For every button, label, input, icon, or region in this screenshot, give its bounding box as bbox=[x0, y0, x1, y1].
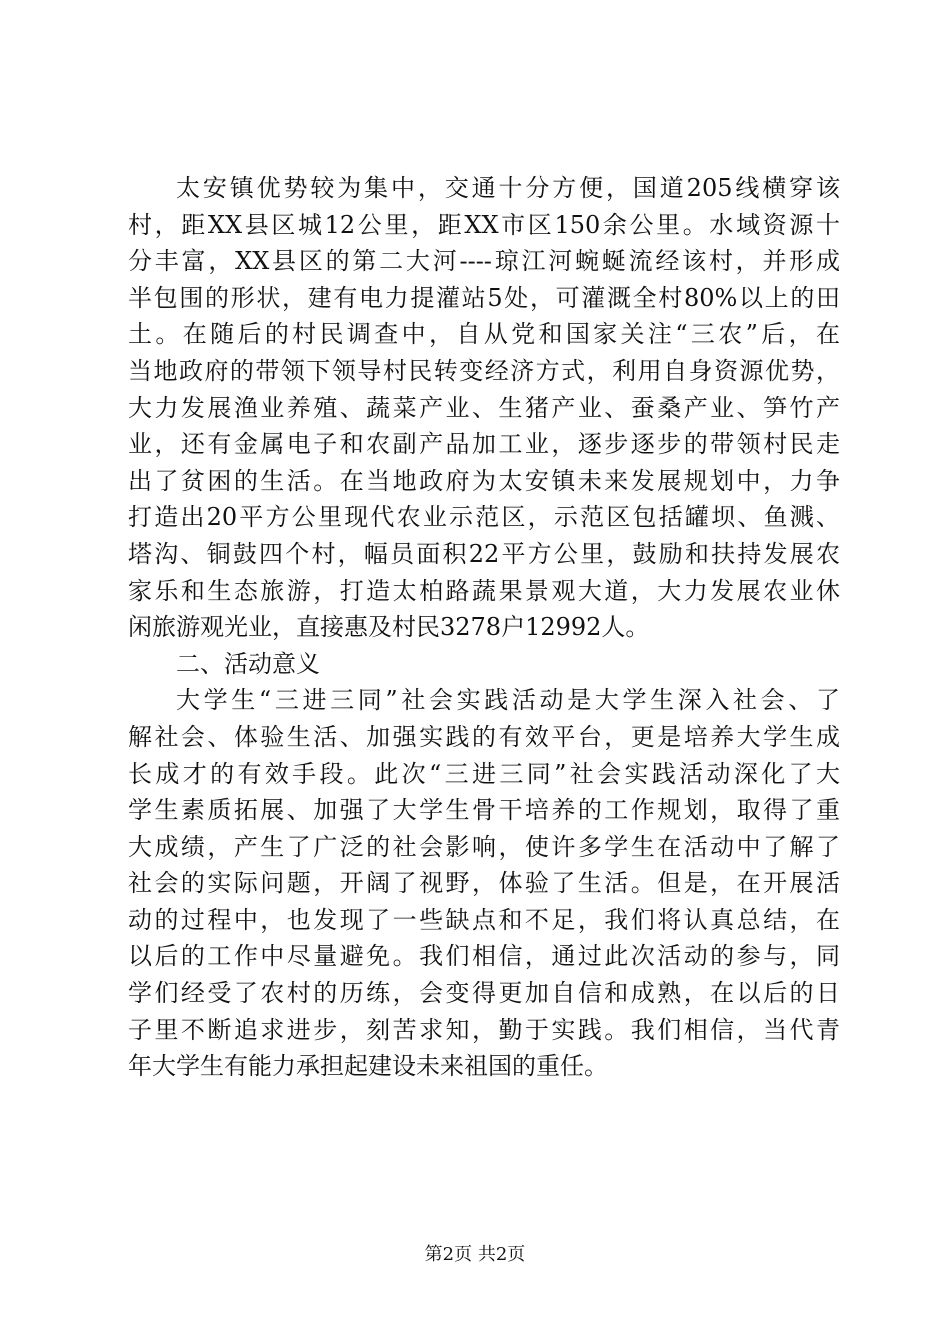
text-line: 家乐和生态旅游，打造太柏路蔬果景观大道，大力发展农业休 bbox=[128, 576, 840, 605]
text-line: 以后的工作中尽量避免。我们相信，通过此次活动的参与，同 bbox=[128, 942, 840, 971]
text-line: 年大学生有能力承担起建设未来祖国的重任。 bbox=[128, 1052, 608, 1081]
text-line: 学们经受了农村的历练，会变得更加自信和成熟，在以后的日 bbox=[128, 979, 840, 1008]
text-line: 大力发展渔业养殖、蔬菜产业、生猪产业、蚕桑产业、笋竹产 bbox=[128, 393, 840, 422]
text-line: 分丰富，XX县区的第二大河----琼江河蜿蜒流经该村，并形成 bbox=[128, 247, 840, 276]
text-line: 出了贫困的生活。在当地政府为太安镇未来发展规划中，力争 bbox=[128, 466, 840, 495]
text-line: 子里不断追求进步，刻苦求知，勤于实践。我们相信，当代青 bbox=[128, 1015, 840, 1044]
paragraph-village-overview bbox=[128, 170, 840, 646]
document-body bbox=[128, 170, 840, 1085]
text-line: 业，还有金属电子和农副产品加工业，逐步逐步的带领村民走 bbox=[128, 430, 840, 459]
text-line: 闲旅游观光业，直接惠及村民3278户12992人。 bbox=[128, 613, 650, 642]
text-line: 打造出20平方公里现代农业示范区，示范区包括罐坝、鱼溅、 bbox=[128, 503, 840, 532]
text-line: 动的过程中，也发现了一些缺点和不足，我们将认真总结，在 bbox=[128, 905, 840, 934]
page-number-footer: 第2页 共2页 bbox=[424, 1244, 526, 1265]
text-line: 大学生“三进三同”社会实践活动是大学生深入社会、了 bbox=[176, 686, 840, 715]
paragraph-activity-significance bbox=[128, 682, 840, 1085]
section-heading: 二、活动意义 bbox=[176, 649, 320, 678]
text-line: 村，距XX县区城12公里，距XX市区150余公里。水域资源十 bbox=[128, 210, 840, 239]
text-line: 半包围的形状，建有电力提灌站5处，可灌溉全村80%以上的田 bbox=[128, 283, 840, 312]
text-line: 当地政府的带领下领导村民转变经济方式，利用自身资源优势， bbox=[128, 356, 840, 385]
text-line: 塔沟、铜鼓四个村，幅员面积22平方公里，鼓励和扶持发展农 bbox=[128, 539, 840, 568]
text-line: 学生素质拓展、加强了大学生骨干培养的工作规划，取得了重 bbox=[128, 796, 840, 825]
text-line: 社会的实际问题，开阔了视野，体验了生活。但是，在开展活 bbox=[128, 869, 840, 898]
text-line: 大成绩，产生了广泛的社会影响，使许多学生在活动中了解了 bbox=[128, 832, 840, 861]
text-line: 长成才的有效手段。此次“三进三同”社会实践活动深化了大 bbox=[128, 759, 840, 788]
text-line: 太安镇优势较为集中，交通十分方便，国道205线横穿该 bbox=[176, 174, 840, 202]
text-line: 土。在随后的村民调查中，自从党和国家关注“三农”后，在 bbox=[128, 320, 840, 349]
text-line: 解社会、体验生活、加强实践的有效平台，更是培养大学生成 bbox=[128, 722, 840, 751]
